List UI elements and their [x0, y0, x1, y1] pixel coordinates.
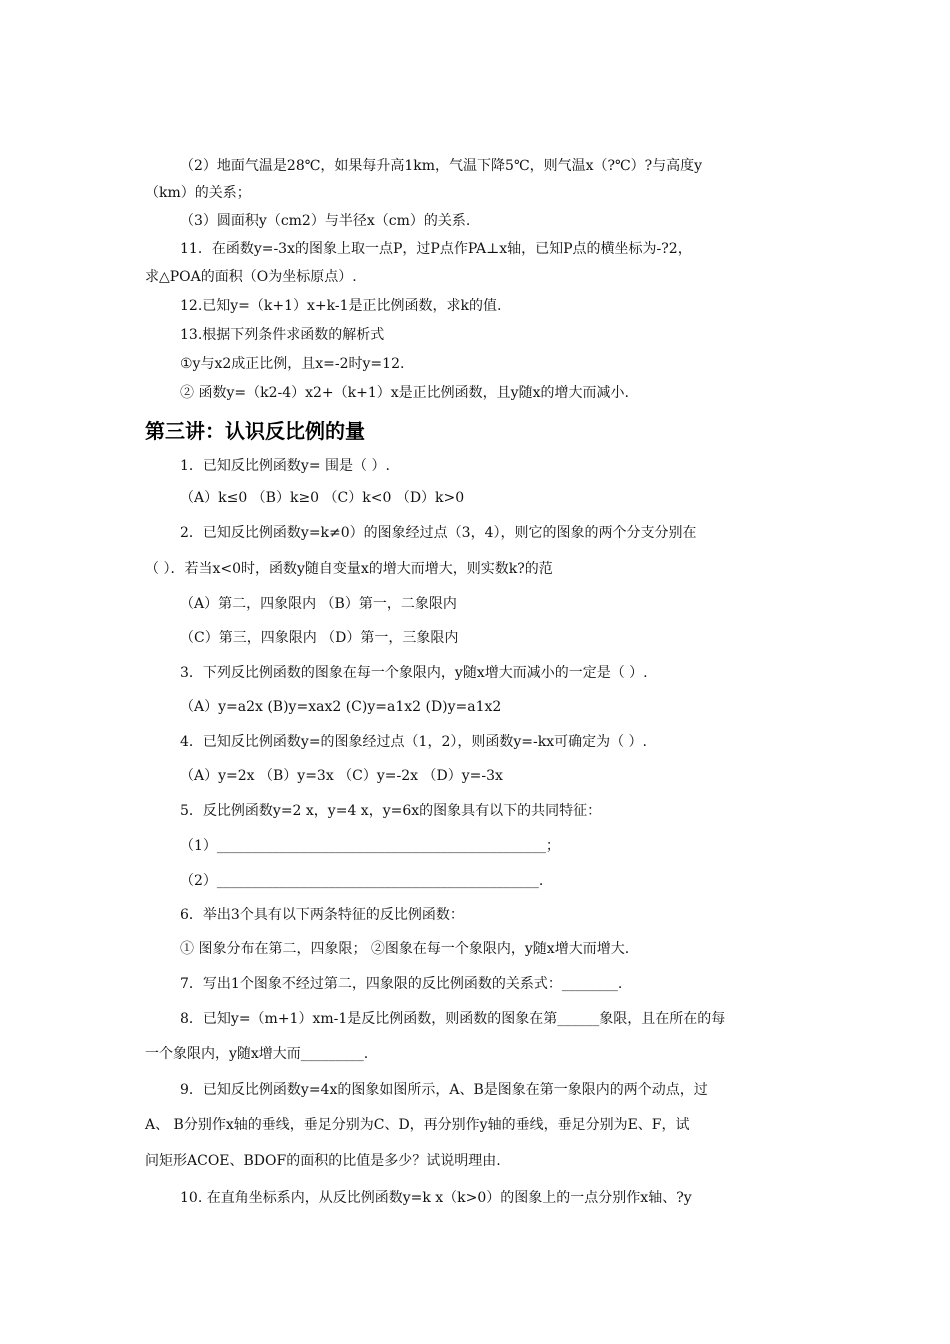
- question-line: 10. 在直角坐标系内，从反比例函数y=k x（k>0）的图象上的一点分别作x轴、?y: [180, 1190, 692, 1206]
- question-line: 3．下列反比例函数的图象在每一个象限内，y随x增大而减小的一定是（ ）.: [180, 665, 648, 681]
- question-line: 5．反比例函数y=2 x，y=4 x，y=6x的图象具有以下的共同特征：: [180, 803, 602, 819]
- section-heading: 第三讲：认识反比例的量: [145, 419, 365, 443]
- option-line: （A）y=2x （B）y=3x （C）y=-2x （D）y=-3x: [180, 768, 503, 784]
- option-line: （C）第三，四象限内 （D）第一，三象限内: [180, 630, 459, 646]
- text-line: 11．在函数y=-3x的图象上取一点P，过P点作PA⊥x轴，已知P点的横坐标为-?2，: [180, 241, 692, 257]
- text-line: 13.根据下列条件求函数的解析式: [180, 327, 385, 343]
- question-line: 7．写出1个图象不经过第二，四象限的反比例函数的关系式：________.: [180, 976, 623, 992]
- question-line: 8．已知y=（m+1）xm-1是反比例函数，则函数的图象在第______象限，且在所在的每: [180, 1011, 726, 1027]
- answer-blank-line: （2）______________________________________________.: [180, 873, 544, 889]
- question-line: （ ）．若当x<0时，函数y随自变量x的增大而增大，则实数k?的范: [145, 561, 553, 577]
- question-line: ① 图象分布在第二，四象限； ②图象在每一个象限内，y随x增大而增大.: [180, 941, 630, 957]
- question-line: 问矩形ACOE、BDOF的面积的比值是多少？试说明理由.: [145, 1153, 501, 1169]
- question-line: 1．已知反比例函数y= 围是（ ）.: [180, 458, 390, 474]
- answer-blank-line: （1）_______________________________________________；: [180, 838, 560, 854]
- question-line: 4．已知反比例函数y=的图象经过点（1，2），则函数y=-kx可确定为（ ）.: [180, 734, 648, 750]
- option-line: （A）第二，四象限内 （B）第一，二象限内: [180, 596, 457, 612]
- option-line: （A）y=a2x (B)y=xax2 (C)y=a1x2 (D)y=a1x2: [180, 699, 502, 715]
- question-line: 6．举出3个具有以下两条特征的反比例函数：: [180, 907, 464, 923]
- question-line: A、 B分别作x轴的垂线，垂足分别为C、D，再分别作y轴的垂线，垂足分别为E、F，试: [145, 1117, 690, 1133]
- text-line: （2）地面气温是28℃，如果每升高1km，气温下降5℃，则气温x（?℃）?与高度y: [180, 158, 703, 174]
- text-line: 求△POA的面积（O为坐标原点）.: [145, 269, 357, 285]
- text-line: ①y与x2成正比例，且x=-2时y=12.: [180, 356, 405, 372]
- text-line: ② 函数y=（k2-4）x2+（k+1）x是正比例函数，且y随x的增大而减小.: [180, 385, 629, 401]
- text-line: 12.已知y=（k+1）x+k-1是正比例函数，求k的值.: [180, 298, 502, 314]
- question-line: 9．已知反比例函数y=4x的图象如图所示，A、B是图象在第一象限内的两个动点，过: [180, 1082, 708, 1098]
- option-line: （A）k≤0 （B）k≥0 （C）k<0 （D）k>0: [180, 490, 465, 506]
- question-line: 一个象限内，y随x增大而_________.: [145, 1046, 369, 1062]
- text-line: （km）的关系；: [145, 185, 251, 201]
- text-line: （3）圆面积y（cm2）与半径x（cm）的关系.: [180, 213, 471, 229]
- question-line: 2．已知反比例函数y=k≠0）的图象经过点（3，4），则它的图象的两个分支分别在: [180, 525, 697, 541]
